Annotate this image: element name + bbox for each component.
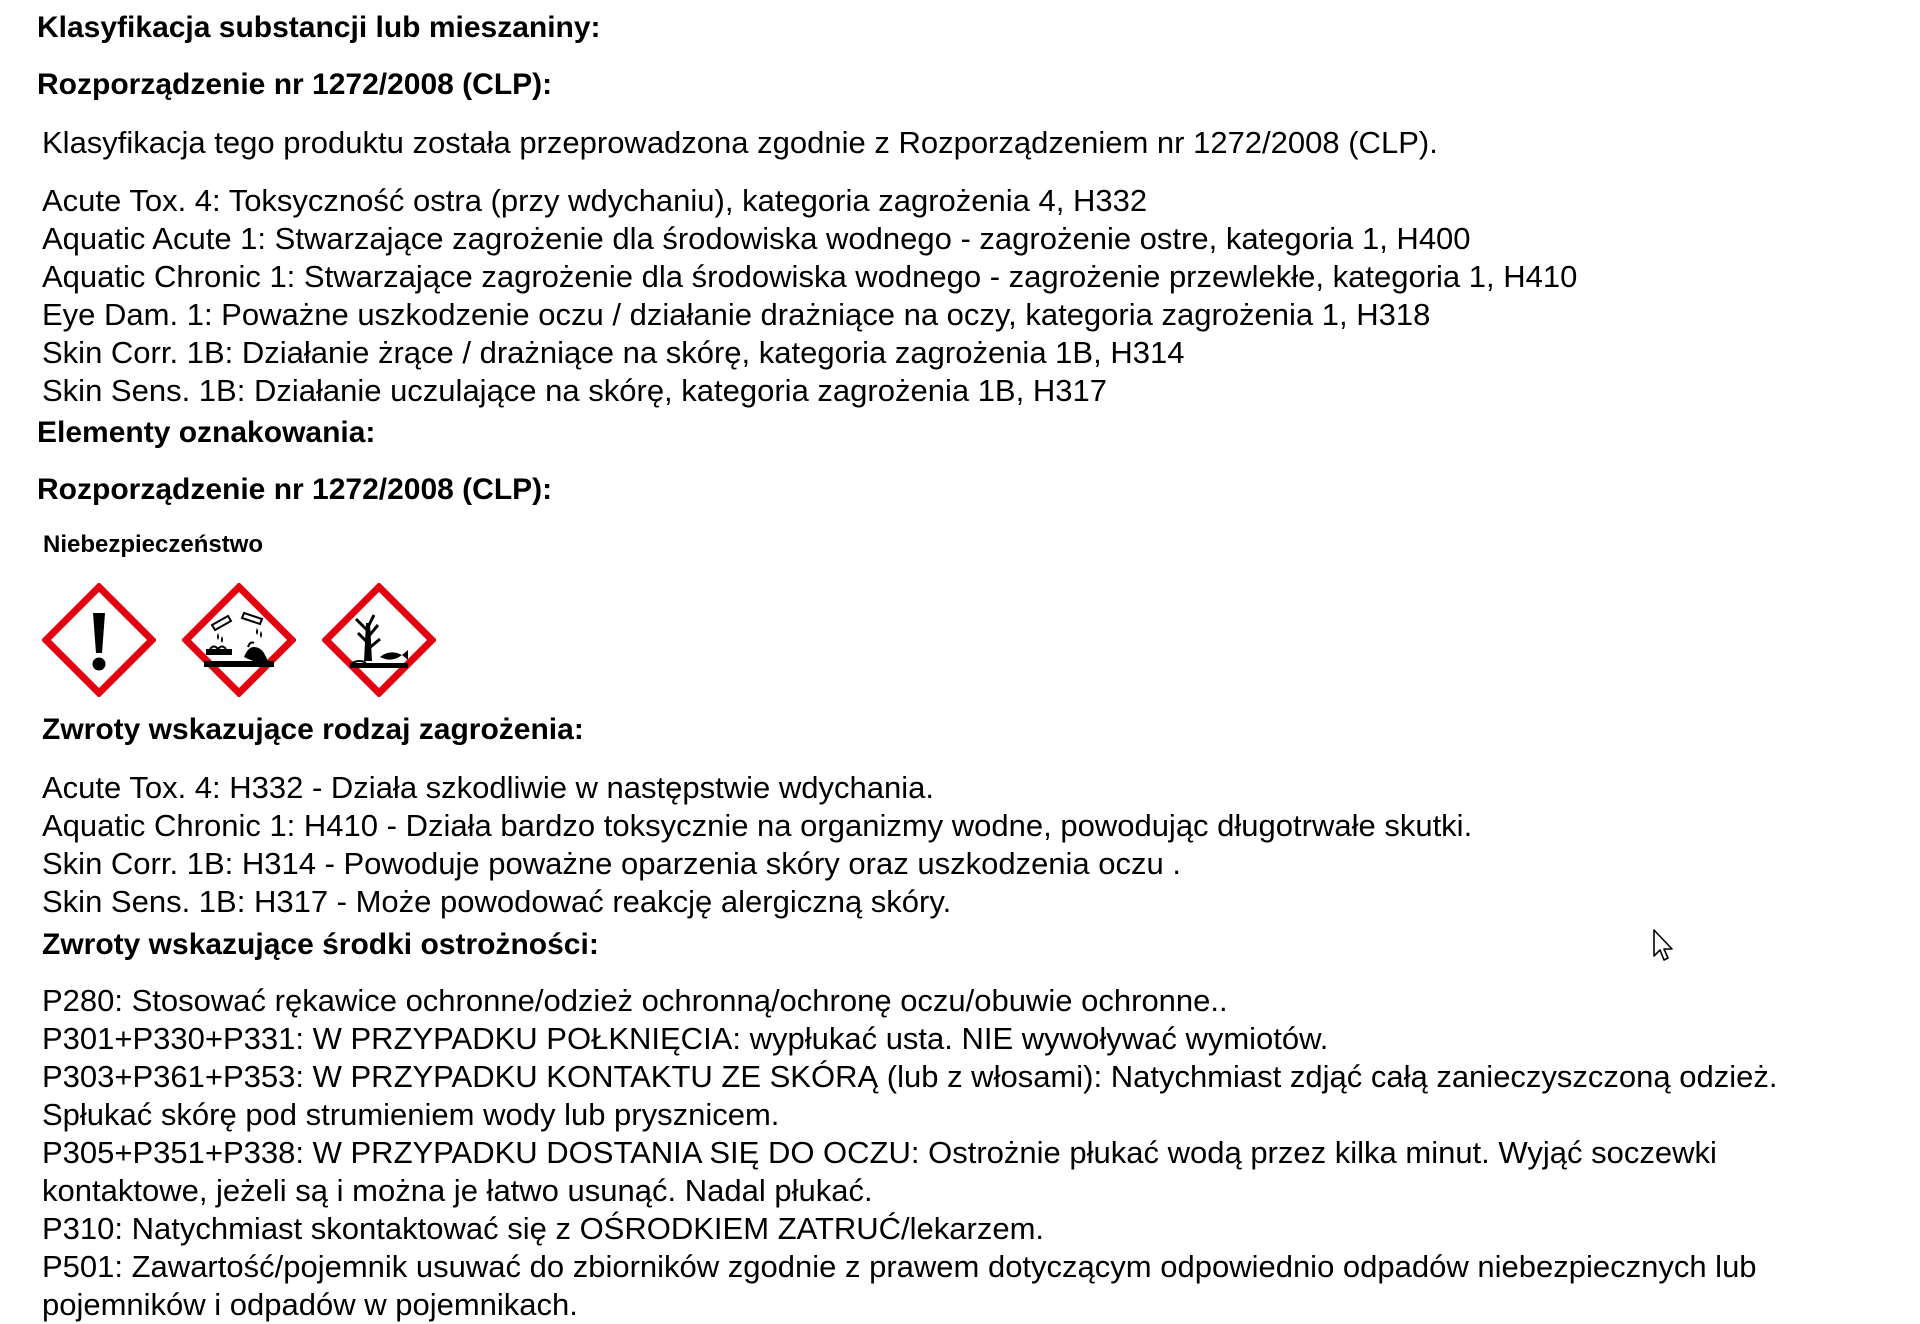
precautionary-line: pojemników i odpadów w pojemnikach. — [42, 1287, 578, 1322]
hazard-statement: Skin Corr. 1B: H314 - Powoduje poważne oparzenia skóry oraz uszkodzenia oczu . — [42, 846, 1181, 881]
precautionary-line: P310: Natychmiast skontaktować się z OŚRODKIEM ZATRUĆ/lekarzem. — [42, 1211, 1045, 1246]
hazard-statements-heading: Zwroty wskazujące rodzaj zagrożenia: — [42, 713, 584, 746]
classification-regulation-heading: Rozporządzenie nr 1272/2008 (CLP): — [37, 68, 553, 101]
precautionary-line: P301+P330+P331: W PRZYPADKU POŁKNIĘCIA: wypłukać usta. NIE wywoływać wymiotów. — [42, 1021, 1329, 1056]
classification-item: Aquatic Acute 1: Stwarzające zagrożenie dla środowiska wodnego - zagrożenie ostre, kategoria 1, H400 — [42, 221, 1471, 256]
classification-item: Skin Sens. 1B: Działanie uczulające na skórę, kategoria zagrożenia 1B, H317 — [42, 373, 1107, 408]
classification-item: Skin Corr. 1B: Działanie żrące / drażniące na skórę, kategoria zagrożenia 1B, H314 — [42, 335, 1185, 370]
classification-item: Eye Dam. 1: Poważne uszkodzenie oczu / działanie drażniące na oczy, kategoria zagrożenia 1, H318 — [42, 297, 1431, 332]
labelling-heading: Elementy oznakowania: — [37, 416, 376, 449]
classification-list — [42, 182, 1577, 410]
precautionary-statements-list — [42, 982, 1778, 1324]
hazard-statement: Skin Sens. 1B: H317 - Może powodować reakcję alergiczną skóry. — [42, 884, 952, 919]
precautionary-line: P303+P361+P353: W PRZYPADKU KONTAKTU ZE SKÓRĄ (lub z włosami): Natychmiast zdjąć całą zanieczyszczoną odzież. — [42, 1059, 1778, 1094]
classification-item: Acute Tox. 4: Toksyczność ostra (przy wdychaniu), kategoria zagrożenia 4, H332 — [42, 183, 1148, 218]
signal-word: Niebezpieczeństwo — [43, 531, 264, 558]
labelling-regulation-heading: Rozporządzenie nr 1272/2008 (CLP): — [37, 473, 553, 506]
precautionary-statements-heading: Zwroty wskazujące środki ostrożności: — [42, 928, 599, 961]
ghs-pictograms — [42, 583, 442, 699]
corrosion-icon — [182, 583, 296, 697]
precautionary-line: P501: Zawartość/pojemnik usuwać do zbiorników zgodnie z prawem dotyczącym odpowiednio odpadów niebezpiecznych lub — [42, 1249, 1757, 1284]
hazard-statement: Acute Tox. 4: H332 - Działa szkodliwie w następstwie wdychania. — [42, 770, 934, 805]
classification-item: Aquatic Chronic 1: Stwarzające zagrożenie dla środowiska wodnego - zagrożenie przewlekłe, kategoria 1, H410 — [42, 259, 1578, 294]
precautionary-line: P280: Stosować rękawice ochronne/odzież ochronną/ochronę oczu/obuwie ochronne.. — [42, 983, 1228, 1018]
hazard-statements-list — [42, 769, 1472, 921]
precautionary-line: P305+P351+P338: W PRZYPADKU DOSTANIA SIĘ DO OCZU: Ostrożnie płukać wodą przez kilka minut. Wyjąć soczewki — [42, 1135, 1717, 1170]
classification-intro: Klasyfikacja tego produktu została przeprowadzona zgodnie z Rozporządzeniem nr 1272/2008 (CLP). — [42, 125, 1438, 160]
precautionary-line: Spłukać skórę pod strumieniem wody lub prysznicem. — [42, 1097, 780, 1132]
classification-heading: Klasyfikacja substancji lub mieszaniny: — [37, 11, 601, 44]
precautionary-line: kontaktowe, jeżeli są i można je łatwo usunąć. Nadal płukać. — [42, 1173, 873, 1208]
environment-icon — [322, 583, 436, 697]
exclamation-mark-icon — [42, 583, 156, 697]
mouse-pointer-icon — [1652, 928, 1676, 964]
hazard-statement: Aquatic Chronic 1: H410 - Działa bardzo toksycznie na organizmy wodne, powodując długotrwałe skutki. — [42, 808, 1473, 843]
